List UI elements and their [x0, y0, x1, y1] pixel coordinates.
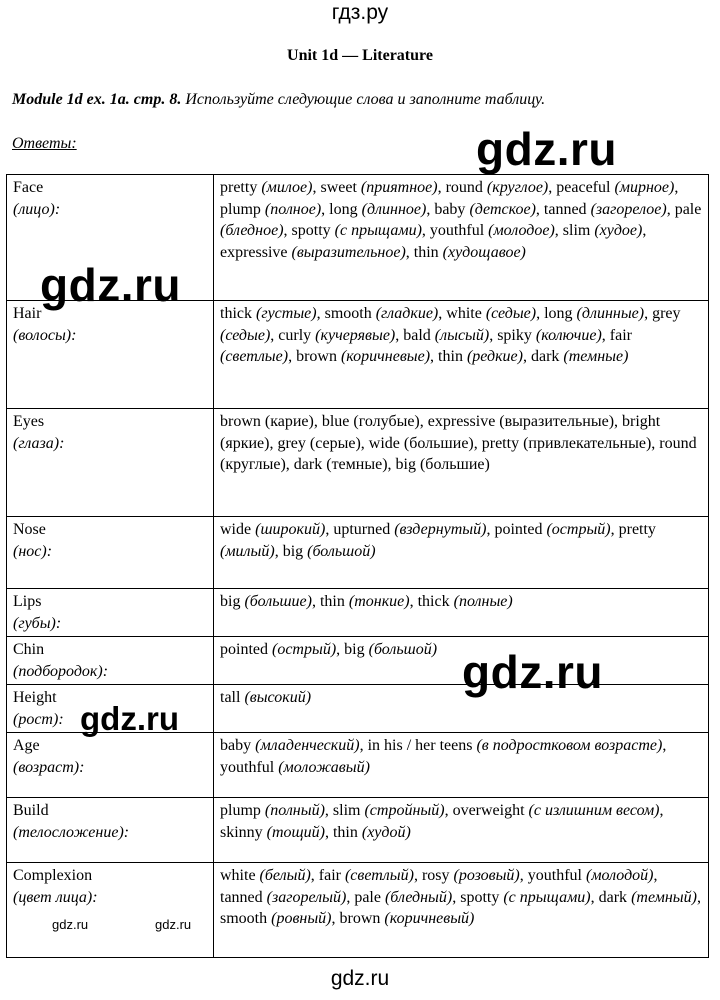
watermark: gdz.ru — [155, 917, 192, 932]
category-cell — [7, 409, 214, 517]
category-ru: (глаза): — [13, 434, 65, 452]
table-row — [7, 637, 709, 685]
translation: (светлые) — [220, 348, 289, 365]
category-cell — [7, 733, 214, 798]
translation: (младенческий) — [255, 737, 360, 754]
category-ru: (подбородок): — [13, 662, 109, 680]
english-word: plump — [220, 802, 261, 819]
unit-title: Unit 1d — Literature — [287, 47, 433, 64]
category-ru: (губы): — [13, 614, 62, 632]
category-ru: (цвет лица): — [13, 888, 98, 906]
english-word: brown — [339, 910, 381, 927]
english-word: baby — [434, 200, 466, 218]
translation: (острый) — [546, 521, 611, 538]
english-word: pale — [354, 888, 381, 906]
words-cell: pointed (острый), big (большой) — [214, 637, 709, 685]
english-word: slim — [332, 802, 361, 819]
english-word: rosy — [421, 867, 450, 884]
translation: (густые) — [256, 305, 317, 322]
english-word: youthful — [429, 222, 485, 239]
answers-label: Ответы: — [12, 135, 77, 152]
table-row — [7, 517, 709, 589]
description-table — [6, 174, 709, 958]
words-cell: big (большие), thin (тонкие), thick (полные) — [214, 589, 709, 637]
translation: (круглое) — [486, 179, 549, 196]
category-en: Face — [13, 179, 44, 196]
translation: (милый) — [220, 542, 275, 560]
translation: (темные) — [563, 348, 629, 365]
task-instruction — [12, 91, 545, 109]
category-cell — [7, 798, 214, 863]
translation: (седые) — [220, 326, 271, 344]
english-word: spotty — [291, 222, 331, 239]
english-word: upturned — [333, 521, 391, 538]
words-cell — [214, 409, 709, 517]
words-text: brown (карие), blue (голубые), expressive (выразительные), bright (яркие), grey (серые), wide (большие), pretty (привлекательные), round (круглые), dark (темные), big (большие) — [220, 413, 697, 473]
table-row — [7, 175, 709, 301]
category-en: Lips — [13, 593, 42, 610]
english-word: smooth — [324, 305, 372, 322]
english-word: dark — [598, 888, 628, 906]
translation: (худощавое) — [442, 243, 526, 261]
words-cell: pretty (милое), sweet (приятное), round (круглое), peaceful (мирное), plump (полное), long (длинное), baby (детское), tanned (загорелое), pale (бледное), spotty (с прыщами), youthful (молодое), slim (худое), expressive (выразительное), thin (худощавое) — [214, 175, 709, 301]
task-reference: Module 1d ex. 1a. стр. 8. — [12, 91, 182, 108]
watermark: gdz.ru — [462, 646, 603, 698]
english-word: tanned — [220, 888, 263, 906]
translation: (ровный) — [271, 910, 332, 927]
category-cell — [7, 301, 214, 409]
translation: (моложавый) — [278, 758, 370, 776]
translation: (светлый) — [344, 867, 414, 884]
table-row — [7, 863, 709, 958]
category-ru: (волосы): — [13, 326, 77, 344]
table-row — [7, 409, 709, 517]
english-word: thin — [319, 593, 345, 610]
english-word: thick — [417, 593, 450, 610]
translation: (загорелое) — [590, 200, 667, 218]
english-word: curly — [278, 326, 312, 344]
english-word: youthful — [220, 758, 275, 776]
translation: (высокий) — [244, 689, 312, 706]
translation: (молодое) — [488, 222, 555, 239]
translation: (темный) — [631, 888, 697, 906]
english-word: youthful — [527, 867, 582, 884]
english-word: wide — [220, 521, 252, 538]
english-word: pointed — [220, 641, 268, 658]
translation: (розовый) — [453, 867, 520, 884]
english-word: pretty — [618, 521, 656, 538]
site-footer: gdz.ru — [330, 967, 390, 990]
english-word: thick — [220, 305, 252, 322]
translation: (с прыщами) — [503, 888, 591, 906]
translation: (детское) — [469, 200, 536, 218]
english-word: brown — [296, 348, 337, 365]
translation: (кучерявые) — [315, 326, 396, 344]
category-cell — [7, 175, 214, 301]
category-en: Hair — [13, 305, 42, 322]
translation: (приятное) — [360, 179, 438, 196]
translation: (полные) — [453, 593, 513, 610]
english-word: long — [544, 305, 573, 322]
translation: (большой) — [307, 542, 376, 560]
words-cell: thick (густые), smooth (гладкие), white (седые), long (длинные), grey (седые), curly (кучерявые), bald (лысый), spiky (колючие), fair (светлые), brown (коричневые), thin (редкие), dark (темные) — [214, 301, 709, 409]
english-word: smooth — [220, 910, 268, 927]
english-word: tall — [220, 689, 241, 706]
site-header: гдз.ру — [331, 1, 389, 24]
translation: (худой) — [361, 823, 411, 841]
translation: (коричневый) — [384, 910, 475, 927]
translation: (милое) — [261, 179, 313, 196]
translation: (вздернутый) — [394, 521, 487, 538]
watermark: gdz.ru — [40, 259, 181, 311]
english-word: skinny — [220, 823, 263, 841]
english-word: thin — [413, 243, 439, 261]
english-word: overweight — [452, 802, 525, 819]
category-en: Age — [13, 737, 40, 754]
english-word: plump — [220, 200, 261, 218]
category-ru: (лицо): — [13, 200, 61, 218]
english-word: spotty — [460, 888, 500, 906]
english-word: white — [446, 305, 482, 322]
english-word: tanned — [543, 200, 587, 218]
table-row — [7, 301, 709, 409]
translation: (лысый) — [434, 326, 490, 344]
english-word: baby — [220, 737, 252, 754]
translation: (молодой) — [585, 867, 654, 884]
english-word: dark — [530, 348, 560, 365]
words-cell: plump (полный), slim (стройный), overweight (с излишним весом), skinny (тощий), thin (худой) — [214, 798, 709, 863]
category-cell — [7, 589, 214, 637]
translation: (тощий) — [266, 823, 325, 841]
watermark: gdz.ru — [476, 123, 617, 175]
category-ru: (нос): — [13, 542, 53, 560]
words-cell — [214, 685, 709, 733]
english-word: slim — [562, 222, 591, 239]
translation: (белый) — [259, 867, 311, 884]
english-word: peaceful — [556, 179, 611, 196]
english-word: thin — [332, 823, 358, 841]
english-word: thin — [438, 348, 463, 365]
category-en: Eyes — [13, 413, 45, 430]
translation: (большие) — [244, 593, 312, 610]
watermark: gdz.ru — [80, 700, 179, 737]
english-word: grey — [652, 305, 681, 322]
translation: (загорелый) — [266, 888, 347, 906]
table-row — [7, 589, 709, 637]
translation: (колючие) — [535, 326, 602, 344]
category-cell — [7, 685, 214, 733]
category-cell — [7, 517, 214, 589]
translation: (тонкие) — [348, 593, 410, 610]
english-word: round — [445, 179, 483, 196]
table-row — [7, 685, 709, 733]
words-cell: white (белый), fair (светлый), rosy (розовый), youthful (молодой), tanned (загорелый), pale (бледный), spotty (с прыщами), dark (темный), smooth (ровный), brown (коричневый) — [214, 863, 709, 958]
translation: (полный) — [264, 802, 325, 819]
translation: (мирное) — [614, 179, 675, 196]
english-word: sweet — [320, 179, 357, 196]
english-word: white — [220, 867, 256, 884]
category-en: Height — [13, 689, 57, 706]
translation: (острый) — [272, 641, 337, 658]
translation: (бледное) — [220, 222, 284, 239]
translation: (редкие) — [466, 348, 523, 365]
english-word: pretty — [220, 179, 258, 196]
translation: (седые) — [485, 305, 537, 322]
translation: (выразительное) — [291, 243, 406, 261]
translation: (широкий) — [255, 521, 326, 538]
words-cell: baby (младенческий), in his / her teens (в подростковом возрасте), youthful (моложавый) — [214, 733, 709, 798]
translation: (бледный) — [384, 888, 453, 906]
translation: (худое) — [594, 222, 643, 239]
translation: (гладкие) — [375, 305, 439, 322]
english-word: big — [344, 641, 365, 658]
english-word: expressive — [220, 243, 288, 261]
category-en: Complexion — [13, 867, 93, 884]
translation: (в подростковом возрасте) — [476, 737, 663, 754]
english-word: big — [220, 593, 241, 610]
translation: (стройный) — [364, 802, 445, 819]
category-en: Chin — [13, 641, 45, 658]
category-cell — [7, 637, 214, 685]
category-cell — [7, 863, 214, 958]
english-word: fair — [318, 867, 341, 884]
category-ru: (телосложение): — [13, 823, 130, 841]
translation: (коричневые) — [340, 348, 431, 365]
category-en: Nose — [13, 521, 46, 538]
english-word: in his / her teens — [367, 737, 473, 754]
table-row — [7, 733, 709, 798]
category-ru: (возраст): — [13, 758, 85, 776]
translation: (полное) — [264, 200, 322, 218]
words-cell: wide (широкий), upturned (вздернутый), pointed (острый), pretty (милый), big (большой) — [214, 517, 709, 589]
task-text: Используйте следующие слова и заполните таблицу. — [185, 91, 546, 108]
translation: (длинное) — [361, 200, 427, 218]
english-word: big — [282, 542, 304, 560]
translation: (с излишним весом) — [528, 802, 660, 819]
category-en: Build — [13, 802, 49, 819]
english-word: bald — [403, 326, 431, 344]
translation: (длинные) — [576, 305, 645, 322]
english-word: spiky — [497, 326, 532, 344]
category-ru: (рост): — [13, 710, 64, 728]
translation: (с прыщами) — [334, 222, 422, 239]
english-word: pale — [674, 200, 702, 218]
translation: (большой) — [368, 641, 438, 658]
watermark: gdz.ru — [52, 917, 89, 932]
table-row — [7, 798, 709, 863]
english-word: fair — [609, 326, 632, 344]
english-word: pointed — [494, 521, 543, 538]
english-word: long — [329, 200, 358, 218]
